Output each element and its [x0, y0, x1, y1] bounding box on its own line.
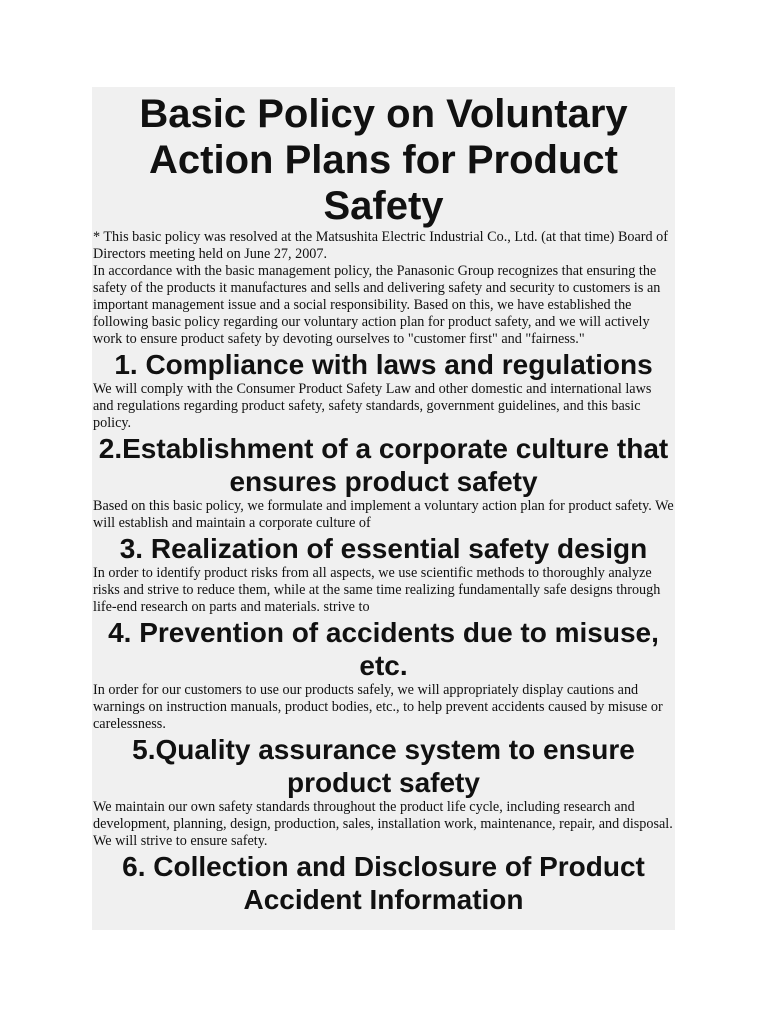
document-page: [92, 87, 675, 930]
section-heading-6: 6. Collection and Disclosure of Product Accident Information: [122, 851, 645, 915]
section-body-4: In order for our customers to use our products safely, we will appropriately display cautions and warnings on instruction manuals, product bodies, etc., to help prevent accidents caused by misuse or carelessness.: [93, 682, 663, 732]
section-heading-4: 4. Prevention of accidents due to misuse, etc.: [108, 617, 659, 681]
section-body-2: Based on this basic policy, we formulate and implement a voluntary action plan for product safety. We will establish and maintain a corporate culture of: [93, 498, 674, 531]
document-title: Basic Policy on Voluntary Action Plans for Product Safety: [139, 92, 628, 228]
intro-paragraph: In accordance with the basic management policy, the Panasonic Group recognizes that ensuring the safety of the products it manufactures and sells and delivering safety and security to customers is an important management issue and a social responsibility. Based on this, we have established the following basic policy regarding our voluntary action plan for product safety, and we will actively work to ensure product safety by devoting ourselves to "customer first" and "fairness.": [93, 263, 661, 347]
section-body-1: We will comply with the Consumer Product Safety Law and other domestic and international laws and regulations regarding product safety, safety standards, government guidelines, and this basic policy.: [93, 381, 652, 431]
resolution-note: * This basic policy was resolved at the Matsushita Electric Industrial Co., Ltd. (at that time) Board of Directors meeting held on June 27, 2007.: [93, 229, 668, 262]
section-heading-1: 1. Compliance with laws and regulations: [114, 349, 653, 380]
section-body-3: In order to identify product risks from all aspects, we use scientific methods to thoroughly analyze risks and strive to reduce them, while at the same time realizing fundamentally safe designs through life-end research on parts and materials. strive to: [93, 565, 661, 615]
section-heading-3: 3. Realization of essential safety design: [119, 533, 648, 564]
section-heading-5: 5.Quality assurance system to ensure product safety: [132, 734, 635, 798]
section-heading-2: 2.Establishment of a corporate culture that ensures product safety: [98, 433, 669, 497]
section-body-5: We maintain our own safety standards throughout the product life cycle, including research and development, planning, design, production, sales, installation work, maintenance, repair, and disposal. We will strive to ensure safety.: [93, 799, 673, 849]
